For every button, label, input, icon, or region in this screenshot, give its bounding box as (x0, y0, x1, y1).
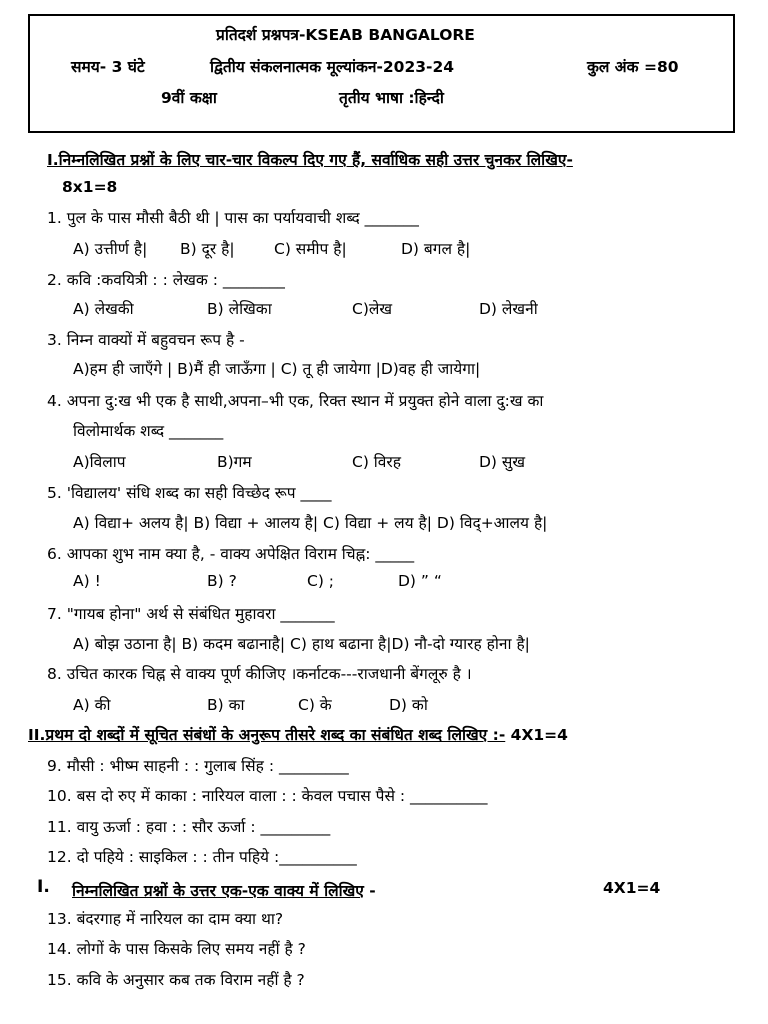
question-4-continued: विलोमार्थक शब्द _______ (73, 422, 224, 440)
question-14: 14. लोगों के पास किसके लिए समय नहीं है ? (47, 940, 306, 958)
section3-dash: - (363, 882, 376, 900)
paper-title: प्रतिदर्श प्रश्नपत्र-KSEAB BANGALORE (216, 26, 475, 44)
total-marks: कुल अंक =80 (587, 58, 679, 76)
question-4: 4. अपना दु:ख भी एक है साथी,अपना–भी एक, रिक्त स्थान में प्रयुक्त होने वाला दु:ख का (47, 392, 544, 410)
time-label: समय- 3 घंटे (71, 58, 145, 76)
section2-heading: II.प्रथम दो शब्दों में सूचित संबंधों के अनुरूप तीसरे शब्द का संबंधित शब्द लिखिए :- (28, 726, 506, 744)
q1-option-c: C) समीप है| (274, 240, 347, 258)
q7-options: A) बोझ उठाना है| B) कदम बढानाहै| C) हाथ बढाना है|D) नौ-दो ग्यारह होना है| (73, 635, 530, 653)
question-11: 11. वायु ऊर्जा : हवा : : सौर ऊर्जा : _________ (47, 818, 331, 836)
q4-option-a: A)विलाप (73, 453, 126, 471)
question-1: 1. पुल के पास मौसी बैठी थी | पास का पर्यायवाची शब्द _______ (47, 209, 419, 227)
q4-option-b: B)गम (217, 453, 252, 471)
section3-heading: निम्नलिखित प्रश्नों के उत्तर एक-एक वाक्य में लिखिए (72, 882, 364, 900)
q2-option-d: D) लेखनी (479, 300, 538, 318)
section1-heading: I.निम्नलिखित प्रश्नों के लिए चार-चार विकल्प दिए गए हैं, सर्वाधिक सही उत्तर चुनकर लिखिए- (47, 151, 573, 169)
exam-name: द्वितीय संकलनात्मक मूल्यांकन-2023-24 (210, 58, 455, 76)
q2-option-b: B) लेखिका (207, 300, 272, 318)
q2-option-c: C)लेख (352, 300, 393, 318)
q2-option-a: A) लेखकी (73, 300, 134, 318)
q5-options: A) विद्या+ अलय है| B) विद्या + आलय है| C) विद्या + लय है| D) विद्+आलय है| (73, 514, 548, 532)
q6-option-c: C) ; (307, 572, 335, 590)
q1-option-a: A) उत्तीर्ण है| (73, 240, 148, 258)
question-7: 7. "गायब होना" अर्थ से संबंधित मुहावरा _______ (47, 605, 335, 623)
section3-heading-row (72, 879, 376, 901)
section1-marks: 8x1=8 (62, 178, 118, 196)
section2-marks: 4X1=4 (510, 726, 568, 744)
q4-option-c: C) विरह (352, 453, 401, 471)
q8-option-b: B) का (207, 696, 245, 714)
q6-option-a: A) ! (73, 572, 101, 590)
section3-marks: 4X1=4 (603, 879, 661, 897)
q8-option-d: D) को (389, 696, 428, 714)
q6-option-d: D) ” “ (398, 572, 442, 590)
q4-option-d: D) सुख (479, 453, 526, 471)
section2-heading-row (28, 723, 568, 745)
q1-option-b: B) दूर है| (180, 240, 235, 258)
question-2: 2. कवि :कवयित्री : : लेखक : ________ (47, 271, 285, 289)
question-9: 9. मौसी : भीष्म साहनी : : गुलाब सिंह : _________ (47, 757, 349, 775)
question-13: 13. बंदरगाह में नारियल का दाम क्या था? (47, 910, 284, 928)
question-10: 10. बस दो रुए में काका : नारियल वाला : : केवल पचास पैसे : __________ (47, 787, 488, 805)
question-3: 3. निम्न वाक्यों में बहुवचन रूप है - (47, 331, 245, 349)
q1-option-d: D) बगल है| (401, 240, 471, 258)
question-6: 6. आपका शुभ नाम क्या है, - वाक्य अपेक्षित विराम चिह्न: _____ (47, 545, 415, 563)
question-5: 5. 'विद्यालय' संधि शब्द का सही विच्छेद रूप ____ (47, 484, 332, 502)
question-12: 12. दो पहिये : साइकिल : : तीन पहिये :__________ (47, 848, 357, 866)
q8-option-a: A) की (73, 696, 111, 714)
q8-option-c: C) के (298, 696, 332, 714)
question-15: 15. कवि के अनुसार कब तक विराम नहीं है ? (47, 971, 305, 989)
class-label: 9वीं कक्षा (161, 89, 217, 107)
section3-numeral: I. (37, 877, 50, 897)
q6-option-b: B) ? (207, 572, 237, 590)
subject-label: तृतीय भाषा :हिन्दी (339, 89, 444, 107)
q3-options: A)हम ही जाएँगे | B)मैं ही जाऊँगा | C) तू ही जायेगा |D)वह ही जायेगा| (73, 360, 481, 378)
question-8: 8. उचित कारक चिह्न से वाक्य पूर्ण कीजिए ।कर्नाटक---राजधानी बेंगलूरु है । (47, 665, 472, 683)
